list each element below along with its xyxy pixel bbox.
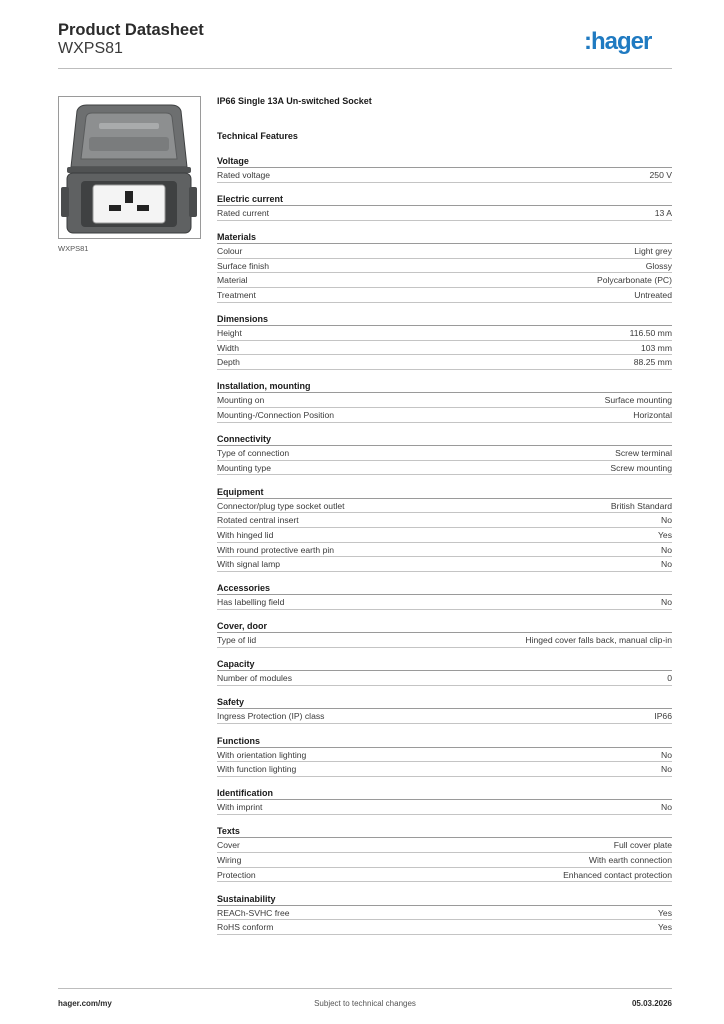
spec-row: [217, 748, 672, 763]
spec-label: Treatment: [217, 289, 256, 300]
spec-label: RoHS conform: [217, 922, 274, 933]
spec-row: [217, 168, 672, 183]
page-title: Product Datasheet: [58, 21, 204, 39]
product-image: [58, 96, 201, 239]
section-title: Capacity: [217, 657, 672, 671]
spec-value: Horizontal: [633, 409, 672, 420]
spec-row: [217, 671, 672, 686]
spec-section: [217, 581, 672, 610]
spec-value: 250 V: [649, 170, 672, 180]
spec-label: Depth: [217, 357, 240, 368]
spec-row: [217, 633, 672, 648]
spec-label: Type of lid: [217, 635, 257, 646]
spec-label: Wiring: [217, 854, 242, 865]
spec-value: Yes: [657, 529, 672, 540]
spec-row: [217, 557, 672, 572]
spec-value: Surface mounting: [604, 395, 672, 406]
page-footer: [58, 988, 672, 1012]
spec-label: Ingress Protection (IP) class: [217, 711, 325, 722]
spec-section: [217, 432, 672, 475]
spec-label: Height: [217, 328, 242, 339]
spec-value: 0: [667, 673, 672, 684]
spec-row: [217, 408, 672, 423]
spec-label: With signal lamp: [217, 559, 281, 570]
spec-value: 116.50 mm: [629, 328, 672, 339]
spec-value: No: [661, 764, 672, 775]
datasheet-content: [217, 94, 672, 935]
image-caption: WXPS81: [58, 244, 89, 253]
hager-logo: [584, 27, 672, 57]
section-title: Sustainability: [217, 892, 672, 906]
spec-value: 88.25 mm: [633, 357, 672, 368]
spec-label: Mounting-/Connection Position: [217, 409, 335, 420]
spec-label: Colour: [217, 246, 243, 257]
spec-value: No: [661, 749, 672, 760]
spec-row: [217, 341, 672, 356]
spec-label: Material: [217, 275, 248, 286]
section-title: Functions: [217, 734, 672, 748]
spec-value: No: [661, 597, 672, 608]
spec-section: [217, 192, 672, 221]
spec-label: Surface finish: [217, 260, 270, 271]
spec-row: [217, 461, 672, 476]
spec-section: [217, 892, 672, 935]
spec-label: Cover: [217, 840, 240, 851]
spec-row: [217, 906, 672, 921]
spec-row: [217, 273, 672, 288]
spec-label: With function lighting: [217, 764, 297, 775]
spec-value: Untreated: [634, 289, 672, 300]
spec-row: [217, 762, 672, 777]
section-title: Connectivity: [217, 432, 672, 446]
spec-label: Rated current: [217, 208, 270, 219]
spec-value: With earth connection: [588, 854, 672, 865]
spec-label: Width: [217, 342, 239, 353]
spec-row: [217, 920, 672, 935]
spec-label: Type of connection: [217, 448, 290, 459]
spec-row: [217, 393, 672, 408]
spec-value: IP66: [654, 711, 672, 722]
spec-label: Number of modules: [217, 673, 292, 684]
spec-row: [217, 259, 672, 274]
spec-row: [217, 244, 672, 259]
spec-value: Screw terminal: [615, 448, 672, 459]
spec-value: British Standard: [610, 500, 672, 511]
spec-label: With hinged lid: [217, 529, 274, 540]
spec-row: [217, 513, 672, 528]
spec-row: [217, 499, 672, 514]
spec-value: Polycarbonate (PC): [597, 275, 672, 286]
spec-section: [217, 230, 672, 302]
section-title: Equipment: [217, 485, 672, 499]
spec-row: [217, 595, 672, 610]
spec-section: [217, 485, 672, 572]
spec-label: Has labelling field: [217, 597, 285, 608]
spec-section: [217, 786, 672, 815]
spec-sections: [217, 154, 672, 935]
spec-section: [217, 734, 672, 777]
spec-row: [217, 838, 672, 853]
spec-section: [217, 824, 672, 882]
spec-label: With orientation lighting: [217, 749, 307, 760]
spec-value: Screw mounting: [610, 462, 672, 473]
spec-row: [217, 800, 672, 815]
footer-date: 05.03.2026: [631, 999, 672, 1008]
spec-label: REACh-SVHC free: [217, 907, 290, 918]
section-title: Materials: [217, 230, 672, 244]
section-title: Accessories: [217, 581, 672, 595]
spec-row: [217, 528, 672, 543]
spec-row: [217, 543, 672, 558]
section-title: Voltage: [217, 154, 672, 168]
section-title: Cover, door: [217, 619, 672, 633]
spec-row: [217, 326, 672, 341]
weatherproof-socket-icon: [59, 97, 200, 238]
spec-section: [217, 619, 672, 648]
spec-value: Light grey: [634, 246, 672, 257]
spec-value: Full cover plate: [613, 840, 672, 851]
spec-row: [217, 446, 672, 461]
spec-label: Mounting on: [217, 395, 265, 406]
spec-label: With round protective earth pin: [217, 544, 335, 555]
svg-text::hager: :hager: [584, 28, 652, 55]
footer-website[interactable]: hager.com/my: [58, 999, 112, 1008]
spec-value: Yes: [657, 922, 672, 933]
spec-row: [217, 853, 672, 868]
section-title: Identification: [217, 786, 672, 800]
spec-value: Glossy: [645, 260, 672, 271]
section-title: Safety: [217, 695, 672, 709]
spec-value: No: [661, 515, 672, 526]
product-code: WXPS81: [58, 40, 123, 57]
spec-value: 13 A: [654, 208, 672, 219]
spec-row: [217, 288, 672, 303]
spec-row: [217, 206, 672, 221]
spec-value: Yes: [657, 907, 672, 918]
spec-value: No: [661, 559, 672, 570]
spec-section: [217, 695, 672, 724]
spec-value: Hinged cover falls back, manual clip-in: [525, 635, 672, 646]
page-header: [58, 21, 672, 69]
spec-label: Connector/plug type socket outlet: [217, 500, 345, 511]
section-title: Electric current: [217, 192, 672, 206]
spec-section: [217, 312, 672, 370]
spec-value: 103 mm: [640, 342, 672, 353]
spec-label: With imprint: [217, 802, 263, 813]
spec-value: No: [661, 802, 672, 813]
section-title: Texts: [217, 824, 672, 838]
spec-section: [217, 657, 672, 686]
spec-value: Enhanced contact protection: [563, 869, 672, 880]
spec-label: Mounting type: [217, 462, 271, 473]
product-name: IP66 Single 13A Un-switched Socket: [217, 96, 372, 106]
spec-label: Rotated central insert: [217, 515, 299, 526]
section-title: Dimensions: [217, 312, 672, 326]
spec-value: No: [661, 544, 672, 555]
technical-features-heading: Technical Features: [217, 131, 298, 141]
spec-section: [217, 379, 672, 422]
section-title: Installation, mounting: [217, 379, 672, 393]
spec-label: Protection: [217, 869, 256, 880]
spec-row: [217, 355, 672, 370]
spec-section: [217, 154, 672, 183]
footer-note: Subject to technical changes: [314, 999, 416, 1008]
spec-row: [217, 709, 672, 724]
spec-row: [217, 868, 672, 883]
spec-label: Rated voltage: [217, 170, 271, 180]
